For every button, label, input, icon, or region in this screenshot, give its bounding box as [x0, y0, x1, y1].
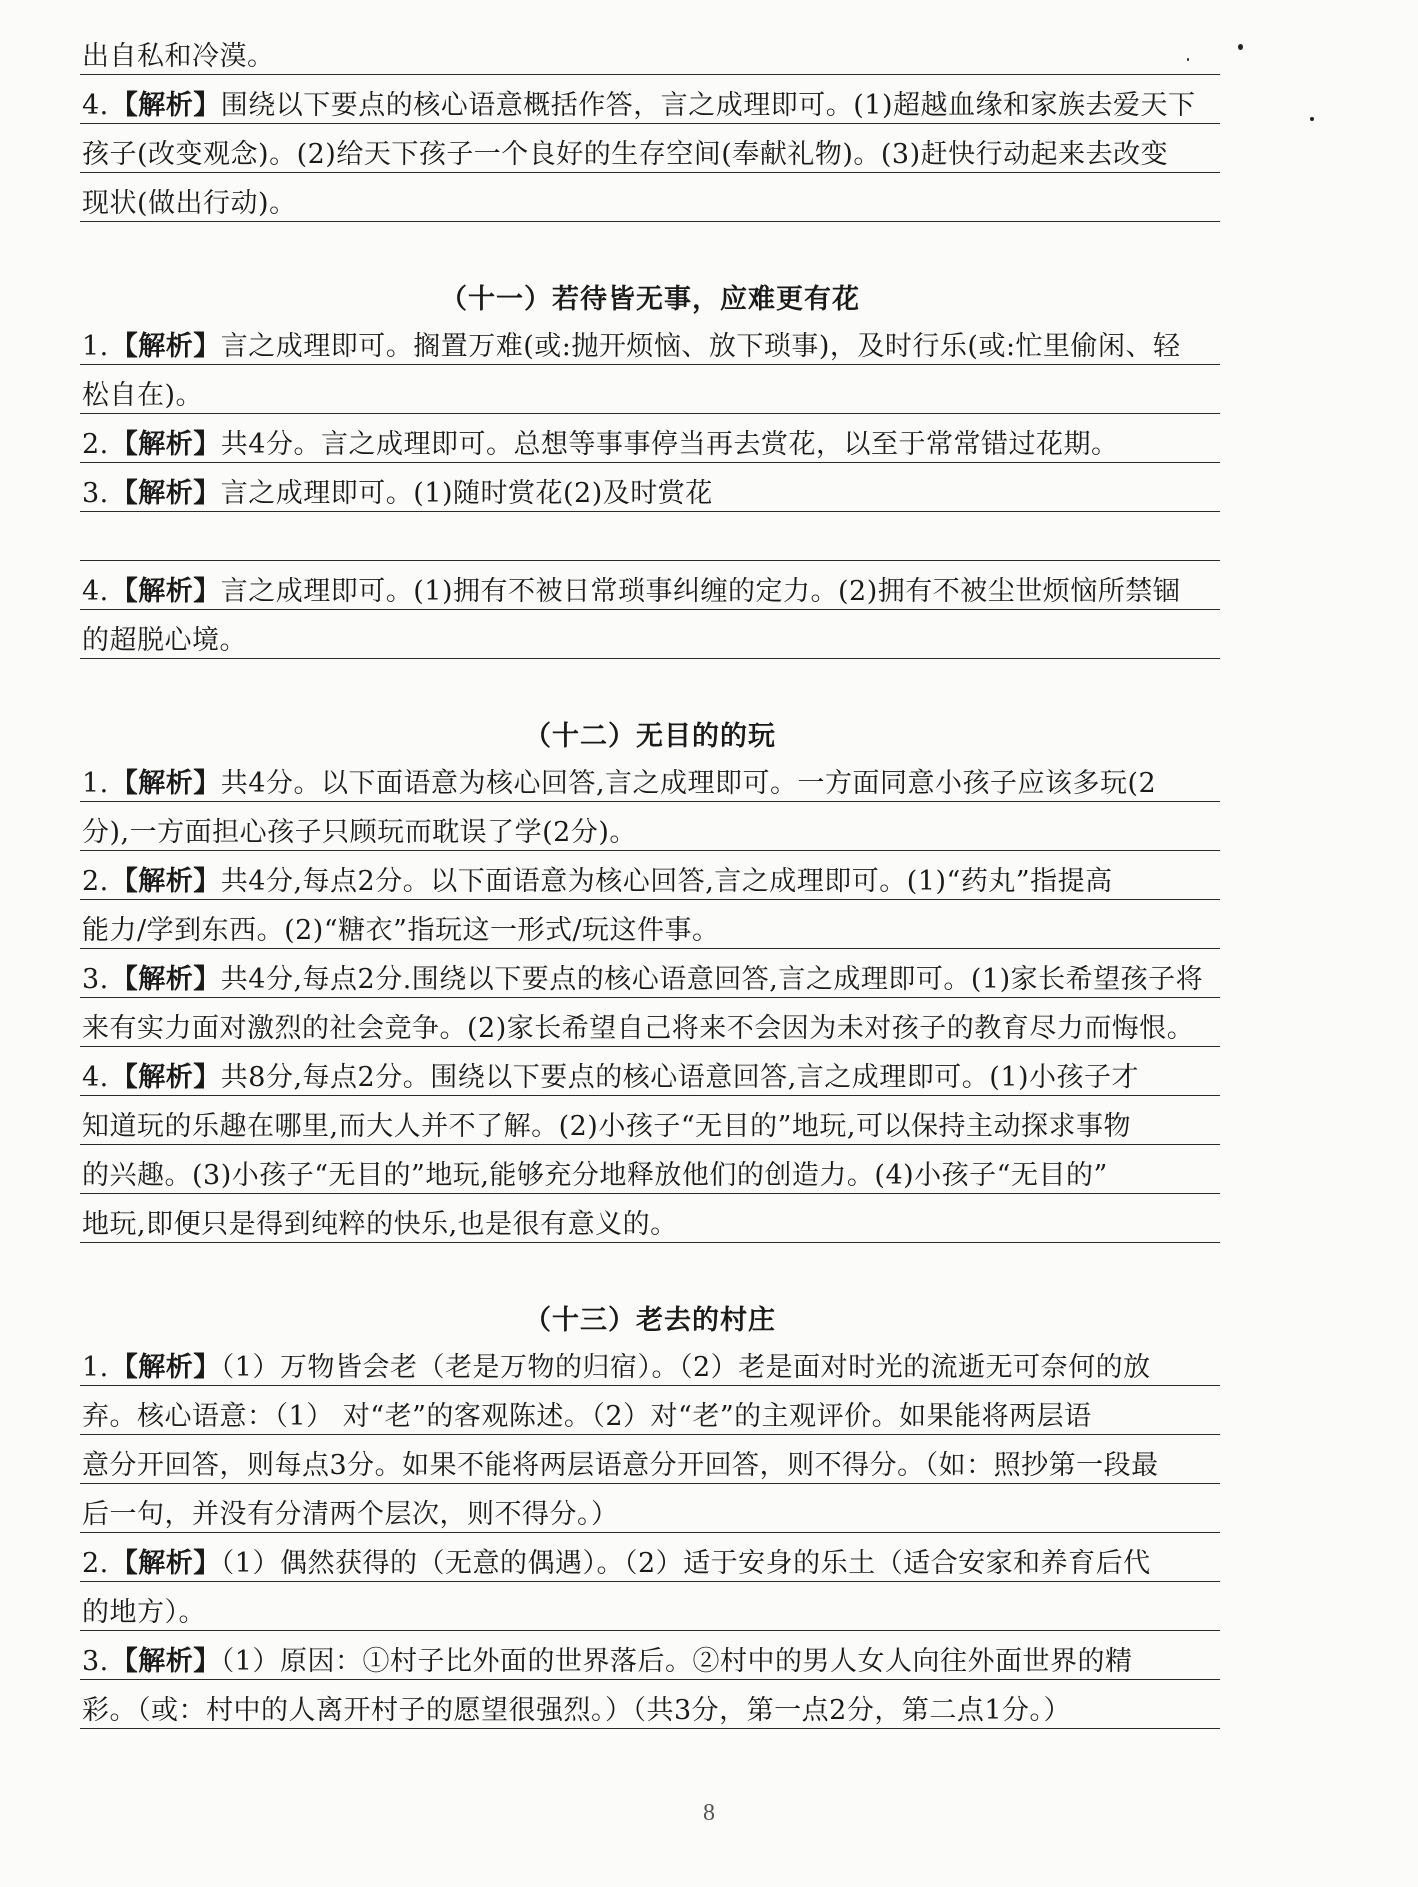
answer-line [80, 1110, 1220, 1145]
answer-line [80, 1400, 1220, 1435]
question-number: 1. [82, 331, 109, 362]
answer-text: 分),一方面担心孩子只顾玩而耽误了学(2分)。 [82, 817, 637, 848]
answer-line [80, 1061, 1220, 1096]
question-number: 2. [82, 866, 109, 897]
answer-text: 言之成理即可。(1)随时赏花(2)及时赏花 [220, 478, 713, 509]
answer-line [80, 865, 1220, 900]
answer-text: 共4分。言之成理即可。总想等事事停当再去赏花，以至于常常错过花期。 [220, 429, 1119, 460]
answer-line [80, 1694, 1220, 1729]
answer-text: （1）万物皆会老（老是万物的归宿）。（2）老是面对时光的流逝无可奈何的放 [220, 1352, 1151, 1383]
scan-speck [1310, 117, 1314, 121]
answer-line [80, 816, 1220, 851]
answer-line [80, 40, 1220, 75]
scan-speck [1238, 44, 1243, 50]
analysis-tag: 【解析】 [110, 331, 221, 362]
answer-line [80, 1012, 1220, 1047]
answer-text: 意分开回答，则每点3分。如果不能将两层语意分开回答，则不得分。（如：照抄第一段最 [82, 1450, 1159, 1481]
answer-line [80, 1208, 1220, 1243]
answer-text: 知道玩的乐趣在哪里,而大人并不了解。(2)小孩子“无目的”地玩,可以保持主动探求事物 [82, 1111, 1132, 1142]
question-number: 4. [82, 1062, 109, 1093]
answer-line [80, 1645, 1220, 1680]
section-heading: （十二）无目的的玩 [524, 721, 776, 752]
scan-speck [1187, 58, 1189, 61]
analysis-tag: 【解析】 [110, 1646, 221, 1677]
analysis-tag: 【解析】 [110, 1548, 221, 1579]
answer-line [80, 138, 1220, 173]
section-gap [80, 673, 1220, 717]
answer-line [80, 330, 1220, 365]
answer-text: 孩子(改变观念)。(2)给天下孩子一个良好的生存空间(奉献礼物)。(3)赶快行动起来去改变 [82, 139, 1169, 170]
analysis-tag: 【解析】 [110, 1062, 221, 1093]
answer-line [80, 1547, 1220, 1582]
answer-line [80, 624, 1220, 659]
answer-line [80, 1449, 1220, 1484]
answer-text: 的超脱心境。 [82, 625, 247, 656]
answer-text: 言之成理即可。(1)拥有不被日常琐事纠缠的定力。(2)拥有不被尘世烦恼所禁锢 [220, 576, 1181, 607]
answer-line [80, 187, 1220, 222]
answer-line [80, 963, 1220, 998]
answer-text: 共4分。以下面语意为核心回答,言之成理即可。一方面同意小孩子应该多玩(2 [220, 768, 1157, 799]
answer-line [80, 89, 1220, 124]
question-number: 3. [82, 478, 109, 509]
answer-line [80, 1351, 1220, 1386]
answer-line [80, 1159, 1220, 1194]
analysis-tag: 【解析】 [110, 964, 221, 995]
answer-line [80, 477, 1220, 512]
answer-line [80, 526, 1220, 561]
question-number: 4. [82, 90, 109, 121]
section-gap [80, 1257, 1220, 1301]
answer-text: 彩。（或：村中的人离开村子的愿望很强烈。）（共3分，第一点2分，第二点1分。） [82, 1695, 1072, 1726]
analysis-tag: 【解析】 [110, 478, 221, 509]
answer-text: 言之成理即可。搁置万难(或:抛开烦恼、放下琐事)，及时行乐(或:忙里偷闲、轻 [220, 331, 1181, 362]
answer-text: 围绕以下要点的核心语意概括作答，言之成理即可。(1)超越血缘和家族去爱天下 [220, 90, 1196, 121]
question-number: 1. [82, 768, 109, 799]
analysis-tag: 【解析】 [110, 90, 221, 121]
answer-text: 的地方）。 [82, 1597, 206, 1628]
answer-sheet-page [80, 40, 1220, 1743]
answer-text: 后一句，并没有分清两个层次，则不得分。） [82, 1499, 619, 1530]
answer-text: 共4分,每点2分.围绕以下要点的核心语意回答,言之成理即可。(1)家长希望孩子将 [220, 964, 1204, 995]
answer-text: （1）原因：①村子比外面的世界落后。②村中的男人女人向往外面世界的精 [220, 1646, 1133, 1677]
answer-line [80, 575, 1220, 610]
analysis-tag: 【解析】 [110, 866, 221, 897]
answer-text: 弃。核心语意：（1） 对“老”的客观陈述。（2）对“老”的主观评价。如果能将两层语 [82, 1401, 1092, 1432]
question-number: 2. [82, 429, 109, 460]
answer-text: （1）偶然获得的（无意的偶遇）。（2）适于安身的乐土（适合安家和养育后代 [220, 1548, 1151, 1579]
section-gap [80, 236, 1220, 280]
question-number: 2. [82, 1548, 109, 1579]
question-number: 1. [82, 1352, 109, 1383]
answer-text: 能力/学到东西。(2)“糖衣”指玩这一形式/玩这件事。 [82, 915, 720, 946]
answer-text: 地玩,即便只是得到纯粹的快乐,也是很有意义的。 [82, 1209, 678, 1240]
page-number: 8 [703, 1800, 715, 1826]
question-number: 3. [82, 1646, 109, 1677]
analysis-tag: 【解析】 [110, 768, 221, 799]
question-number: 3. [82, 964, 109, 995]
answer-line [80, 1596, 1220, 1631]
answer-text: 的兴趣。(3)小孩子“无目的”地玩,能够充分地释放他们的创造力。(4)小孩子“无目的” [82, 1160, 1108, 1191]
analysis-tag: 【解析】 [110, 576, 221, 607]
answer-line [80, 1498, 1220, 1533]
answer-text: 出自私和冷漠。 [82, 41, 275, 72]
answer-line [80, 767, 1220, 802]
answer-text: 共4分,每点2分。以下面语意为核心回答,言之成理即可。(1)“药丸”指提高 [220, 866, 1113, 897]
answer-line [80, 379, 1220, 414]
answer-line [80, 914, 1220, 949]
answer-line [80, 428, 1220, 463]
section-heading: （十三）老去的村庄 [524, 1305, 776, 1336]
analysis-tag: 【解析】 [110, 429, 221, 460]
question-number: 4. [82, 576, 109, 607]
answer-text: 来有实力面对激烈的社会竞争。(2)家长希望自己将来不会因为未对孩子的教育尽力而悔恨。 [82, 1013, 1195, 1044]
answer-text: 共8分,每点2分。围绕以下要点的核心语意回答,言之成理即可。(1)小孩子才 [220, 1062, 1140, 1093]
section-heading: （十一）若待皆无事，应难更有花 [440, 284, 860, 315]
answer-text: 现状(做出行动)。 [82, 188, 297, 219]
analysis-tag: 【解析】 [110, 1352, 221, 1383]
answer-text: 松自在)。 [82, 380, 204, 411]
